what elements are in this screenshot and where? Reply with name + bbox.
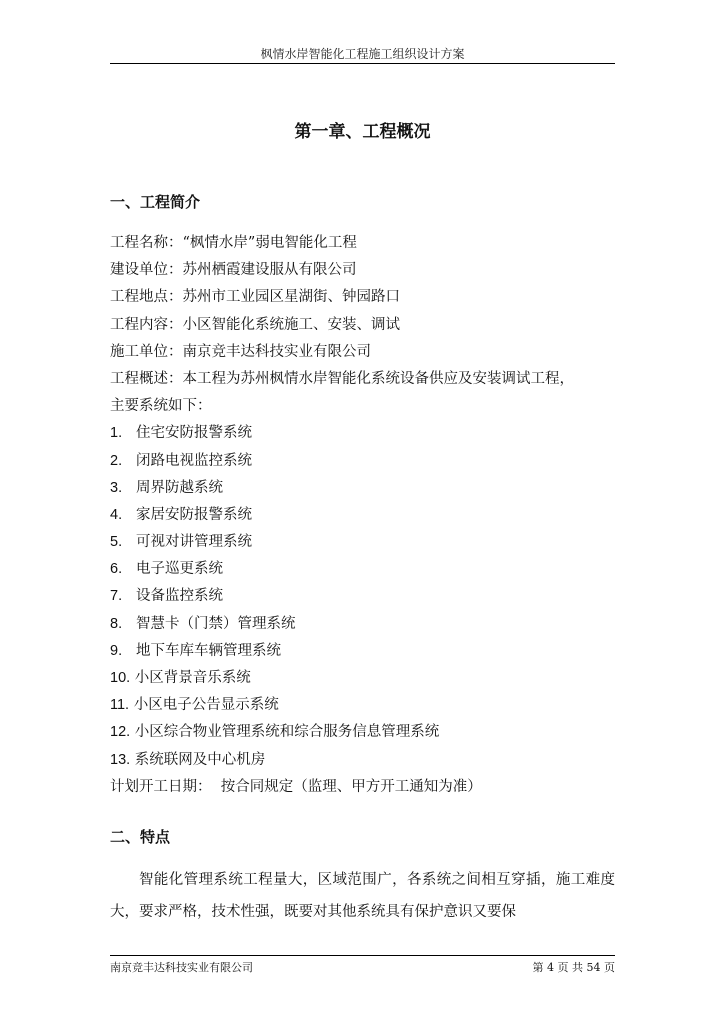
system-list-item: 13. 系统联网及中心机房 xyxy=(110,751,266,768)
section-heading-overview: 一、工程简介 xyxy=(110,193,201,211)
system-list-item: 10. 小区背景音乐系统 xyxy=(110,670,251,686)
system-list-item: 5. 可视对讲管理系统 xyxy=(110,534,252,551)
features-paragraph: 智能化管理系统工程量大，区域范围广，各系统之间相互穿插，施工难度大，要求严格，技术性强，既要对其他系统具有保护意识又要保 xyxy=(110,872,615,920)
info-line-summary: 工程概述：本工程为苏州枫情水岸智能化系统设备供应及安装调试工程， xyxy=(110,370,574,387)
system-list-item: 9. 地下车库车辆管理系统 xyxy=(110,642,281,659)
header-divider xyxy=(110,63,615,64)
system-list-item: 4. 家居安防报警系统 xyxy=(110,506,252,523)
project-info-block xyxy=(110,230,620,801)
info-line-location: 工程地点：苏州市工业园区星湖街、钟园路口 xyxy=(110,289,400,306)
system-list-item: 7. 设备监控系统 xyxy=(110,588,223,605)
page-header-title: 枫情水岸智能化工程施工组织设计方案 xyxy=(260,47,465,61)
footer-divider xyxy=(110,955,615,956)
footer-company: 南京竞丰达科技实业有限公司 xyxy=(110,961,253,974)
system-list-item: 2. 闭路电视监控系统 xyxy=(110,452,252,469)
section-heading-features: 二、特点 xyxy=(110,828,171,846)
system-list-item: 11. 小区电子公告显示系统 xyxy=(110,697,279,714)
info-line-schedule: 计划开工日期： 按合同规定（监理、甲方开工通知为准） xyxy=(110,778,482,795)
info-line-contractor: 施工单位：南京竞丰达科技实业有限公司 xyxy=(110,343,371,360)
info-line-owner: 建设单位：苏州栖霞建设服从有限公司 xyxy=(110,262,357,279)
info-line-name: 工程名称：“枫情水岸”弱电智能化工程 xyxy=(110,235,357,251)
system-list-item: 1. 住宅安防报警系统 xyxy=(110,425,252,442)
system-list-item: 6. 电子巡更系统 xyxy=(110,561,223,578)
chapter-title: 第一章、工程概况 xyxy=(294,122,431,142)
info-line-scope: 工程内容：小区智能化系统施工、安装、调试 xyxy=(110,316,400,333)
system-list-item: 12. 小区综合物业管理系统和综合服务信息管理系统 xyxy=(110,724,440,741)
info-line-systems-intro: 主要系统如下： xyxy=(110,398,212,415)
system-list-item: 8. 智慧卡（门禁）管理系统 xyxy=(110,615,296,632)
footer-page-number: 第 4 页 共 54 页 xyxy=(532,961,615,974)
system-list-item: 3. 周界防越系统 xyxy=(110,479,223,496)
